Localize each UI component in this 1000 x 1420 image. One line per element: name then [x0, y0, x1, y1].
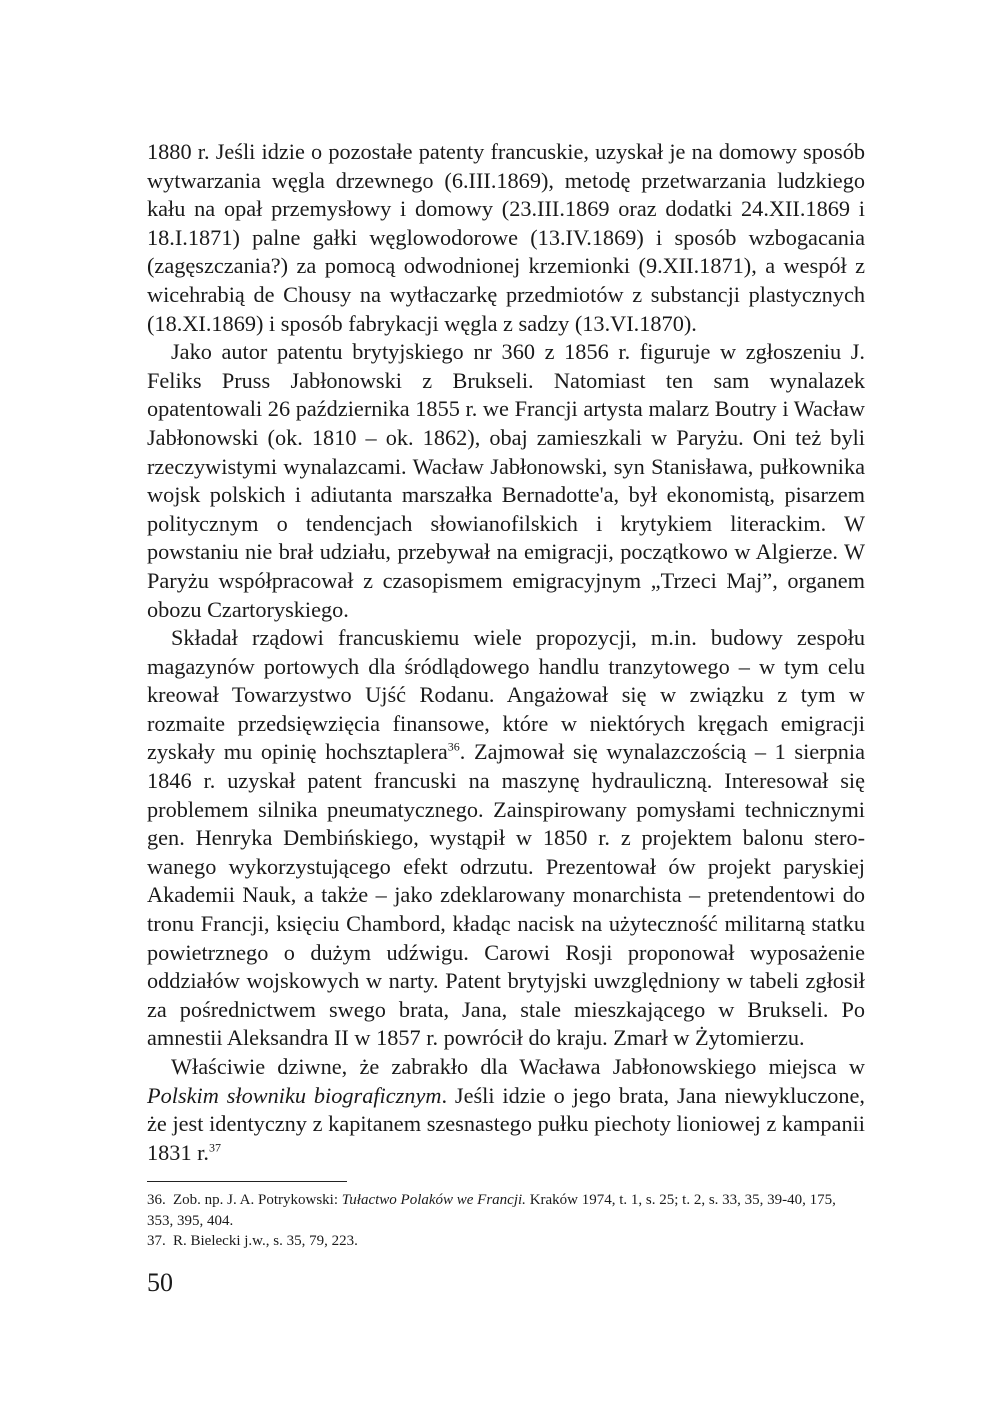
- page: [147, 138, 865, 1298]
- footnote-37: [147, 1231, 865, 1252]
- paragraph-4-part-1: Właściwie dziwne, że zabrakło dla Wacława Jabłonowskiego miejsca w: [171, 1054, 865, 1079]
- paragraph-3-part-2: . Zajmował się wynalazczością – 1 sierpnia 1846 r. uzyskał patent francuski na maszynę hydrauliczną. Interesował się problemem silnika pneumatycznego. Zainspirowany pomysłami technicznymi gen. Henryka Dembińskiego, wystąpił w 1850 r. z projektem balonu sterowanego wykorzystującego efekt odrzutu. Prezentował ów projekt paryskiej Akademii Nauk, a także – jako zdeklarowany monarchista – pretendentowi do tronu Francji, księciu Chambord, kładąc nacisk na użyteczność militarną statku powietrznego o dużym udźwigu. Carowi Rosji proponował wyposażenie oddziałów wojskowych w narty. Patent brytyjski uwzględniony w tabeli zgłosił za pośrednictwem swego brata, Jana, stale mieszkającego w Brukseli. Po amnestii Aleksandra II w 1857 r. powrócił do kraju. Zmarł w Żytomierzu.: [147, 739, 865, 1051]
- footnote-text-end: Kraków 1974, t. 1, s. 25; t. 2, s. 33, 35, 39-40, 175, 353, 395, 404.: [147, 1192, 836, 1229]
- footnote-text: R. Bielecki j.w., s. 35, 79, 223.: [173, 1233, 358, 1250]
- footnote-divider: [147, 1181, 347, 1182]
- paragraph-3: [147, 624, 865, 1053]
- footnote-number: 36.: [147, 1192, 166, 1209]
- main-text: [147, 138, 865, 1167]
- footnote-ref-36: 36: [447, 740, 460, 755]
- footnote-text: Zob. np. J. A. Potrykowski:: [173, 1192, 342, 1209]
- italic-title: Polskim słowniku biograficznym: [147, 1082, 442, 1108]
- paragraph-1: 1880 r. Jeśli idzie o pozostałe patenty francuskie, uzyskał je na domowy sposób wytwarzania węgla drzewnego (6.III.1869), metodę przetwarzania ludzkiego kału na opał przemysłowy i domowy (23.III.1869 oraz dodatki 24.XII.1869 i 18.I.1871) palne gałki węglowodorowe (13.IV.1869) i sposób wzbogacania (zagęszczania?) za pomocą odwodnionej krzemionki (9.XII.1871), a wespół z wicehrabią de Chousy na wytłaczarkę przedmiotów z substancji plastycznych (18.XI.1869) i sposób fabrykacji węgla z sadzy (13.VI.1870).: [147, 139, 865, 336]
- paragraph-2: Jako autor patentu brytyjskiego nr 360 z 1856 r. figuruje w zgłoszeniu J. Feliks Pruss Jabłonowski z Brukseli. Natomiast ten sam wynalazek opatentowali 26 października 1855 r. we Francji artysta malarz Boutry i Wacław Jabłonowski (ok. 1810 – ok. 1862), obaj zamieszkali w Paryżu. Oni też byli rzeczywistymi wynalazcami. Wacław Jabłonowski, syn Stanisława, pułkownika wojsk polskich i adiutanta marszałka Bernadotte'a, był ekonomistą, pisarzem politycznym o tendencjach słowianofilskich i krytykiem literackim. W powstaniu nie brał udziału, przebywał na emigracji, początkowo w Algierze. W Paryżu współpracował z czasopismem emigracyjnym „Trzeci Maj”, organem obozu Czartoryskiego.: [147, 339, 865, 622]
- paragraph-3-part-1: Składał rządowi francuskiemu wiele propozycji, m.in. budowy zespołu magazynów portowych dla śródlądowego handlu tranzytowego – w tym celu kreował Towarzystwo Ujść Rodanu. Angażował się w związku z tym w rozmaite przedsięwzięcia finansowe, które w niektórych kręgach emigracji zyskały mu opinię hochsztaplera: [147, 625, 865, 765]
- paragraph-4: [147, 1053, 865, 1167]
- page-number: 50: [147, 1267, 173, 1297]
- footnotes: [147, 1190, 865, 1252]
- footnote-title: Tułactwo Polaków we Francji.: [341, 1192, 526, 1209]
- footnote-36: [147, 1190, 865, 1231]
- footnote-number: 37.: [147, 1233, 166, 1250]
- paragraph-4-part-2: . Jeśli idzie o jego brata, Jana niewykluczone, że jest identyczny z kapitanem szesnastego pułku piechoty lioniowej z kampanii 1831 r.: [147, 1082, 865, 1165]
- footnote-ref-37: 37: [208, 1140, 221, 1155]
